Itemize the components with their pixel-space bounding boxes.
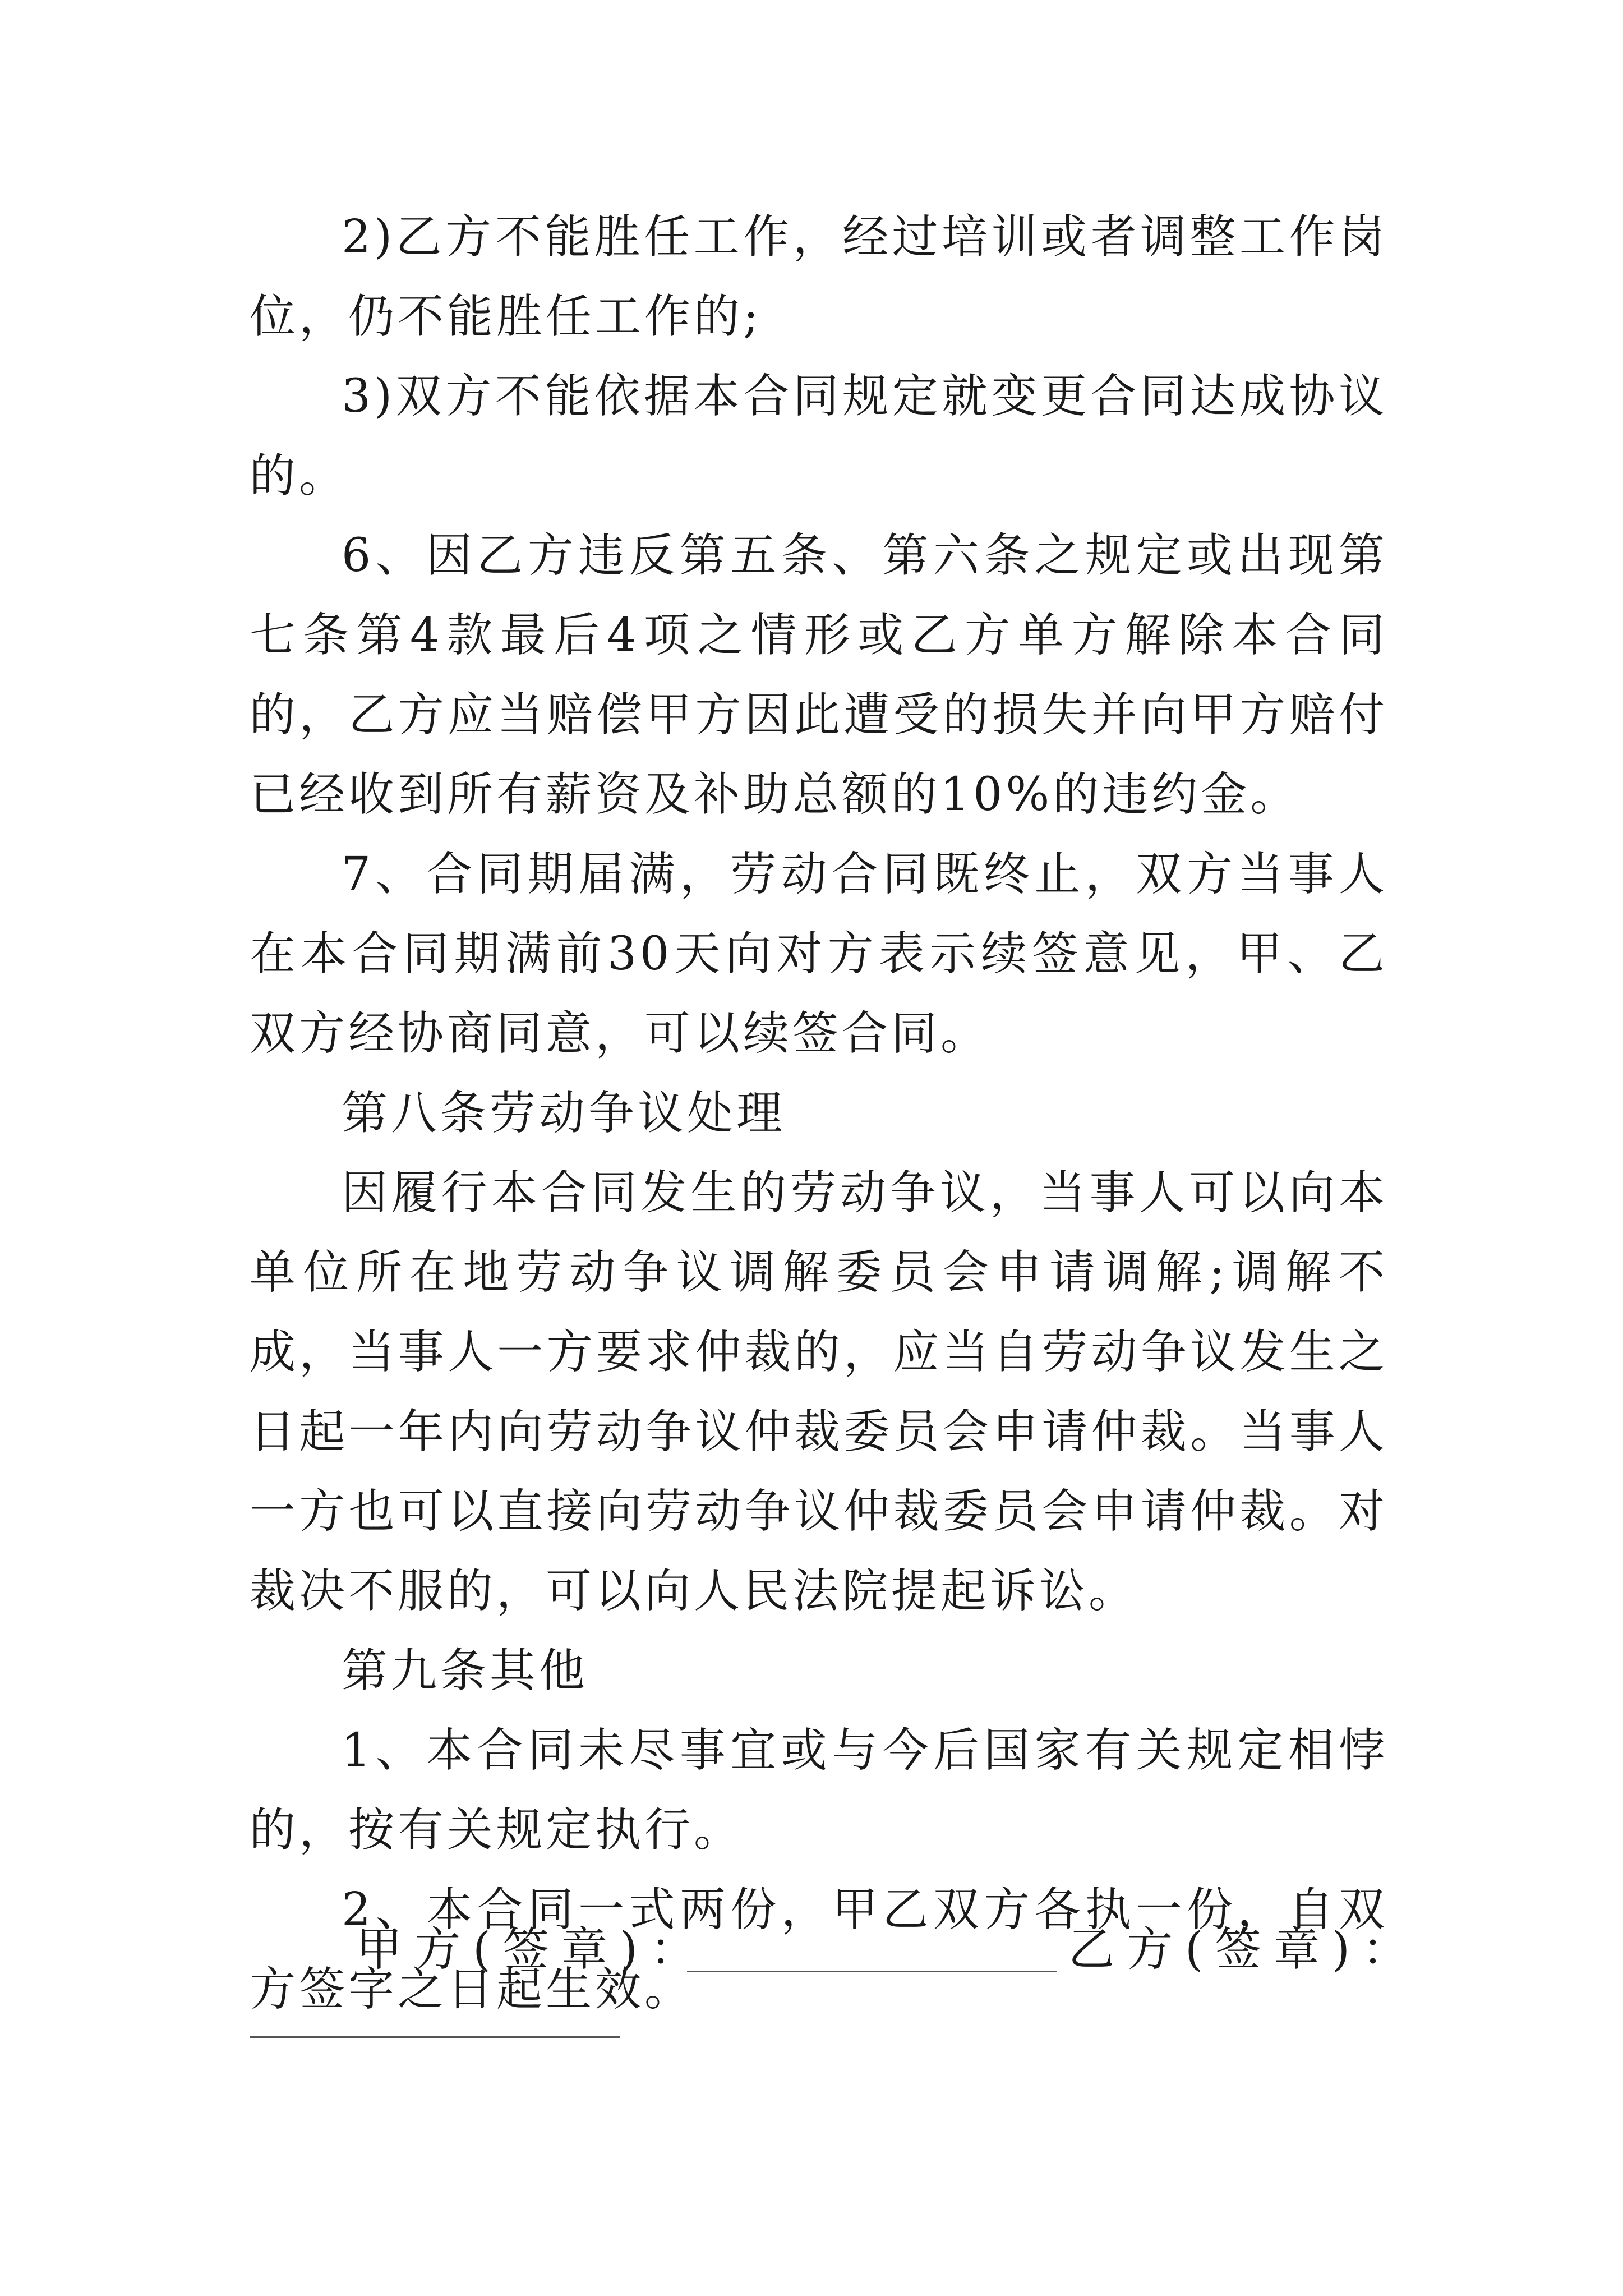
clause-item-2: 2)乙方不能胜任工作，经过培训或者调整工作岗位，仍不能胜任工作的; xyxy=(250,210,1388,343)
party-a-signature-blank xyxy=(687,1971,1057,1972)
article-9-clause-1: 1、本合同未尽事宜或与今后国家有关规定相悖的，按有关规定执行。 xyxy=(250,1724,1388,1857)
contract-body xyxy=(250,197,1388,2030)
party-a-signature-label: 甲方(签章)： xyxy=(356,1923,708,1976)
article-9-heading: 第九条其他 xyxy=(342,1644,589,1697)
clause-7: 7、合同期届满，劳动合同既终止，双方当事人在本合同期满前30天向对方表示续签意见，甲、乙双方经协商同意，可以续签合同。 xyxy=(250,848,1388,1060)
party-b-signature-label: 乙方(签章)： xyxy=(1068,1923,1421,1976)
clause-6: 6、因乙方违反第五条、第六条之规定或出现第七条第4款最后4项之情形或乙方单方解除本合同的，乙方应当赔偿甲方因此遭受的损失并向甲方赔付已经收到所有薪资及补助总额的10%的违约金。 xyxy=(250,529,1388,821)
article-9-clause-2: 2、本合同一式两份，甲乙双方各执一份，自双方签字之日起生效。 xyxy=(250,1883,1388,2016)
signature-row xyxy=(250,1910,1421,1990)
article-8-body: 因履行本合同发生的劳动争议，当事人可以向本单位所在地劳动争议调解委员会申请调解;调解不成，当事人一方要求仲裁的，应当自劳动争议发生之日起一年内向劳动争议仲裁委员会申请仲裁。当事人一方也可以直接向劳动争议仲裁委员会申请仲裁。对裁决不服的，可以向人民法院提起诉讼。 xyxy=(250,1166,1388,1618)
clause-item-3: 3)双方不能依据本合同规定就变更合同达成协议的。 xyxy=(250,370,1388,503)
article-8-heading: 第八条劳动争议处理 xyxy=(342,1087,786,1140)
party-b-signature-blank xyxy=(250,2036,620,2038)
